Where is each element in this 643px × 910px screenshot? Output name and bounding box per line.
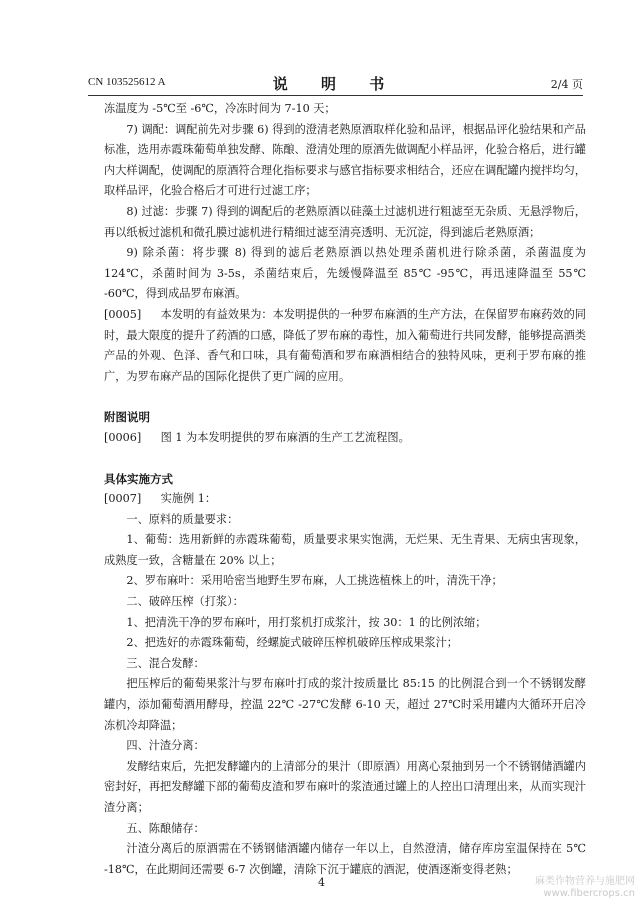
fermentation-heading: 三、混合发酵：	[126, 656, 205, 670]
step-8-paragraph: 8) 过滤：步骤 7) 得到的调配后的老熟原酒以硅藻土过滤机进行粗滤至无杂质、无悬浮物后，再以纸板过滤机和微孔膜过滤机进行精细过滤至清亮透明、无沉淀，得到滤后老熟原酒；	[104, 204, 586, 239]
document-body	[104, 99, 586, 880]
page-indicator: 2/4 页	[550, 78, 583, 91]
paragraph-number: [0005]	[104, 307, 142, 321]
watermark-line-2: www.fibercrops.cn	[543, 888, 635, 899]
paragraph-text: 图 1 为本发明提供的罗布麻酒的生产工艺流程图。	[160, 430, 410, 444]
paragraph-number: [0007]	[104, 492, 142, 506]
section-heading-figures: 附图说明	[104, 410, 150, 425]
aging-text: 汁渣分离后的原酒需在不锈钢储酒罐内储存一年以上，自然澄清，储存库房室温保持在 5℃ -18℃，在此期间还需要 6-7 次倒罐，清除下沉于罐底的酒泥，使酒逐渐变得老熟；	[104, 842, 586, 876]
crushing-step-1: 1、把清洗干净的罗布麻叶，用打浆机打成浆汁，按 30：1 的比例浓缩；	[126, 615, 487, 629]
page-number: 4	[318, 876, 325, 889]
fermentation-text: 把压榨后的葡萄果浆汁与罗布麻叶打成的浆汁按质量比 85:15 的比例混合到一个不锈钢发酵罐内，添加葡萄酒用酵母，控温 22℃ -27℃发酵 6-10 天，超过 27℃时采用罐内大循环开启冷冻机冷却降温；	[104, 677, 586, 732]
paragraph-number: [0006]	[104, 430, 142, 444]
paragraph-0006	[104, 428, 586, 449]
section-heading-embodiment: 具体实施方式	[104, 471, 173, 486]
watermark	[535, 876, 635, 900]
paragraph-text: 本发明的有益效果为：本发明提供的一种罗布麻酒的生产方法，在保留罗布麻药效的同时，最大限度的提升了药酒的口感，降低了罗布麻的毒性，加入葡萄进行共同发酵，能够提高酒类产品的外观、色泽、香气和口味，具有葡萄酒和罗布麻酒相结合的独特风味，更利于罗布麻的推广，为罗布麻产品的国际化提供了更广阔的应用。	[104, 307, 586, 383]
apocynum-requirement: 2、罗布麻叶：采用哈密当地野生罗布麻，人工挑选植株上的叶，清洗干净；	[126, 574, 503, 588]
separation-text: 发酵结束后，先把发酵罐内的上清部分的果汁（即原酒）用离心泵抽到另一个不锈钢储酒罐内密封好，再把发酵罐下部的葡萄皮渣和罗布麻叶的浆渣通过罐上的人控出口清理出来，从而实现汁渣分离；	[104, 759, 586, 814]
aging-heading: 五、陈酿储存：	[126, 821, 205, 835]
header-divider	[88, 95, 583, 96]
page-header	[88, 74, 583, 92]
step-9-paragraph: 9) 除杀菌：将步骤 8) 得到的滤后老熟原酒以热处理杀菌机进行除杀菌，杀菌温度为 124℃，杀菌时间为 3-5s，杀菌结束后，先缓慢降温至 85℃ -95℃，再迅速降温至 55℃ -60℃，得到成品罗布麻酒。	[104, 246, 586, 301]
separation-heading: 四、汁渣分离：	[126, 739, 205, 753]
crushing-step-2: 2、把选好的赤霞珠葡萄，经螺旋式破碎压榨机破碎压榨成果浆汁；	[126, 636, 458, 650]
continued-line: 冻温度为 -5℃至 -6℃，冷冻时间为 7-10 天；	[104, 102, 336, 115]
paragraph-0005	[104, 305, 586, 387]
grape-requirement: 1、葡萄：选用新鲜的赤霞珠葡萄，质量要求果实饱满，无烂果、无生青果、无病虫害现象，成熟度一致，含糖量在 20% 以上；	[104, 533, 586, 567]
document-title: 说 明 书	[272, 75, 399, 93]
crushing-heading: 二、破碎压榨（打浆）：	[126, 595, 244, 609]
raw-material-heading: 一、原料的质量要求：	[126, 512, 239, 526]
step-7-paragraph: 7) 调配：调配前先对步骤 6) 得到的澄清老熟原酒取样化验和品评，根据品评化验结果和产品标准，选用赤霞珠葡萄单独发酵、陈酿、澄清处理的原酒先做调配小样品评，化验合格后，进行罐内大样调配，使调配的原酒符合理化指标要求与感官指标要求相结合，还应在调配罐内搅拌均匀，取样品评，化验合格后才可进行过滤工序；	[104, 122, 586, 198]
watermark-line-1: 麻类作物营养与施肥网	[535, 876, 635, 887]
paragraph-0007	[104, 489, 586, 510]
paragraph-text: 实施例 1：	[160, 492, 217, 506]
publication-number: CN 103525612 A	[88, 76, 166, 88]
